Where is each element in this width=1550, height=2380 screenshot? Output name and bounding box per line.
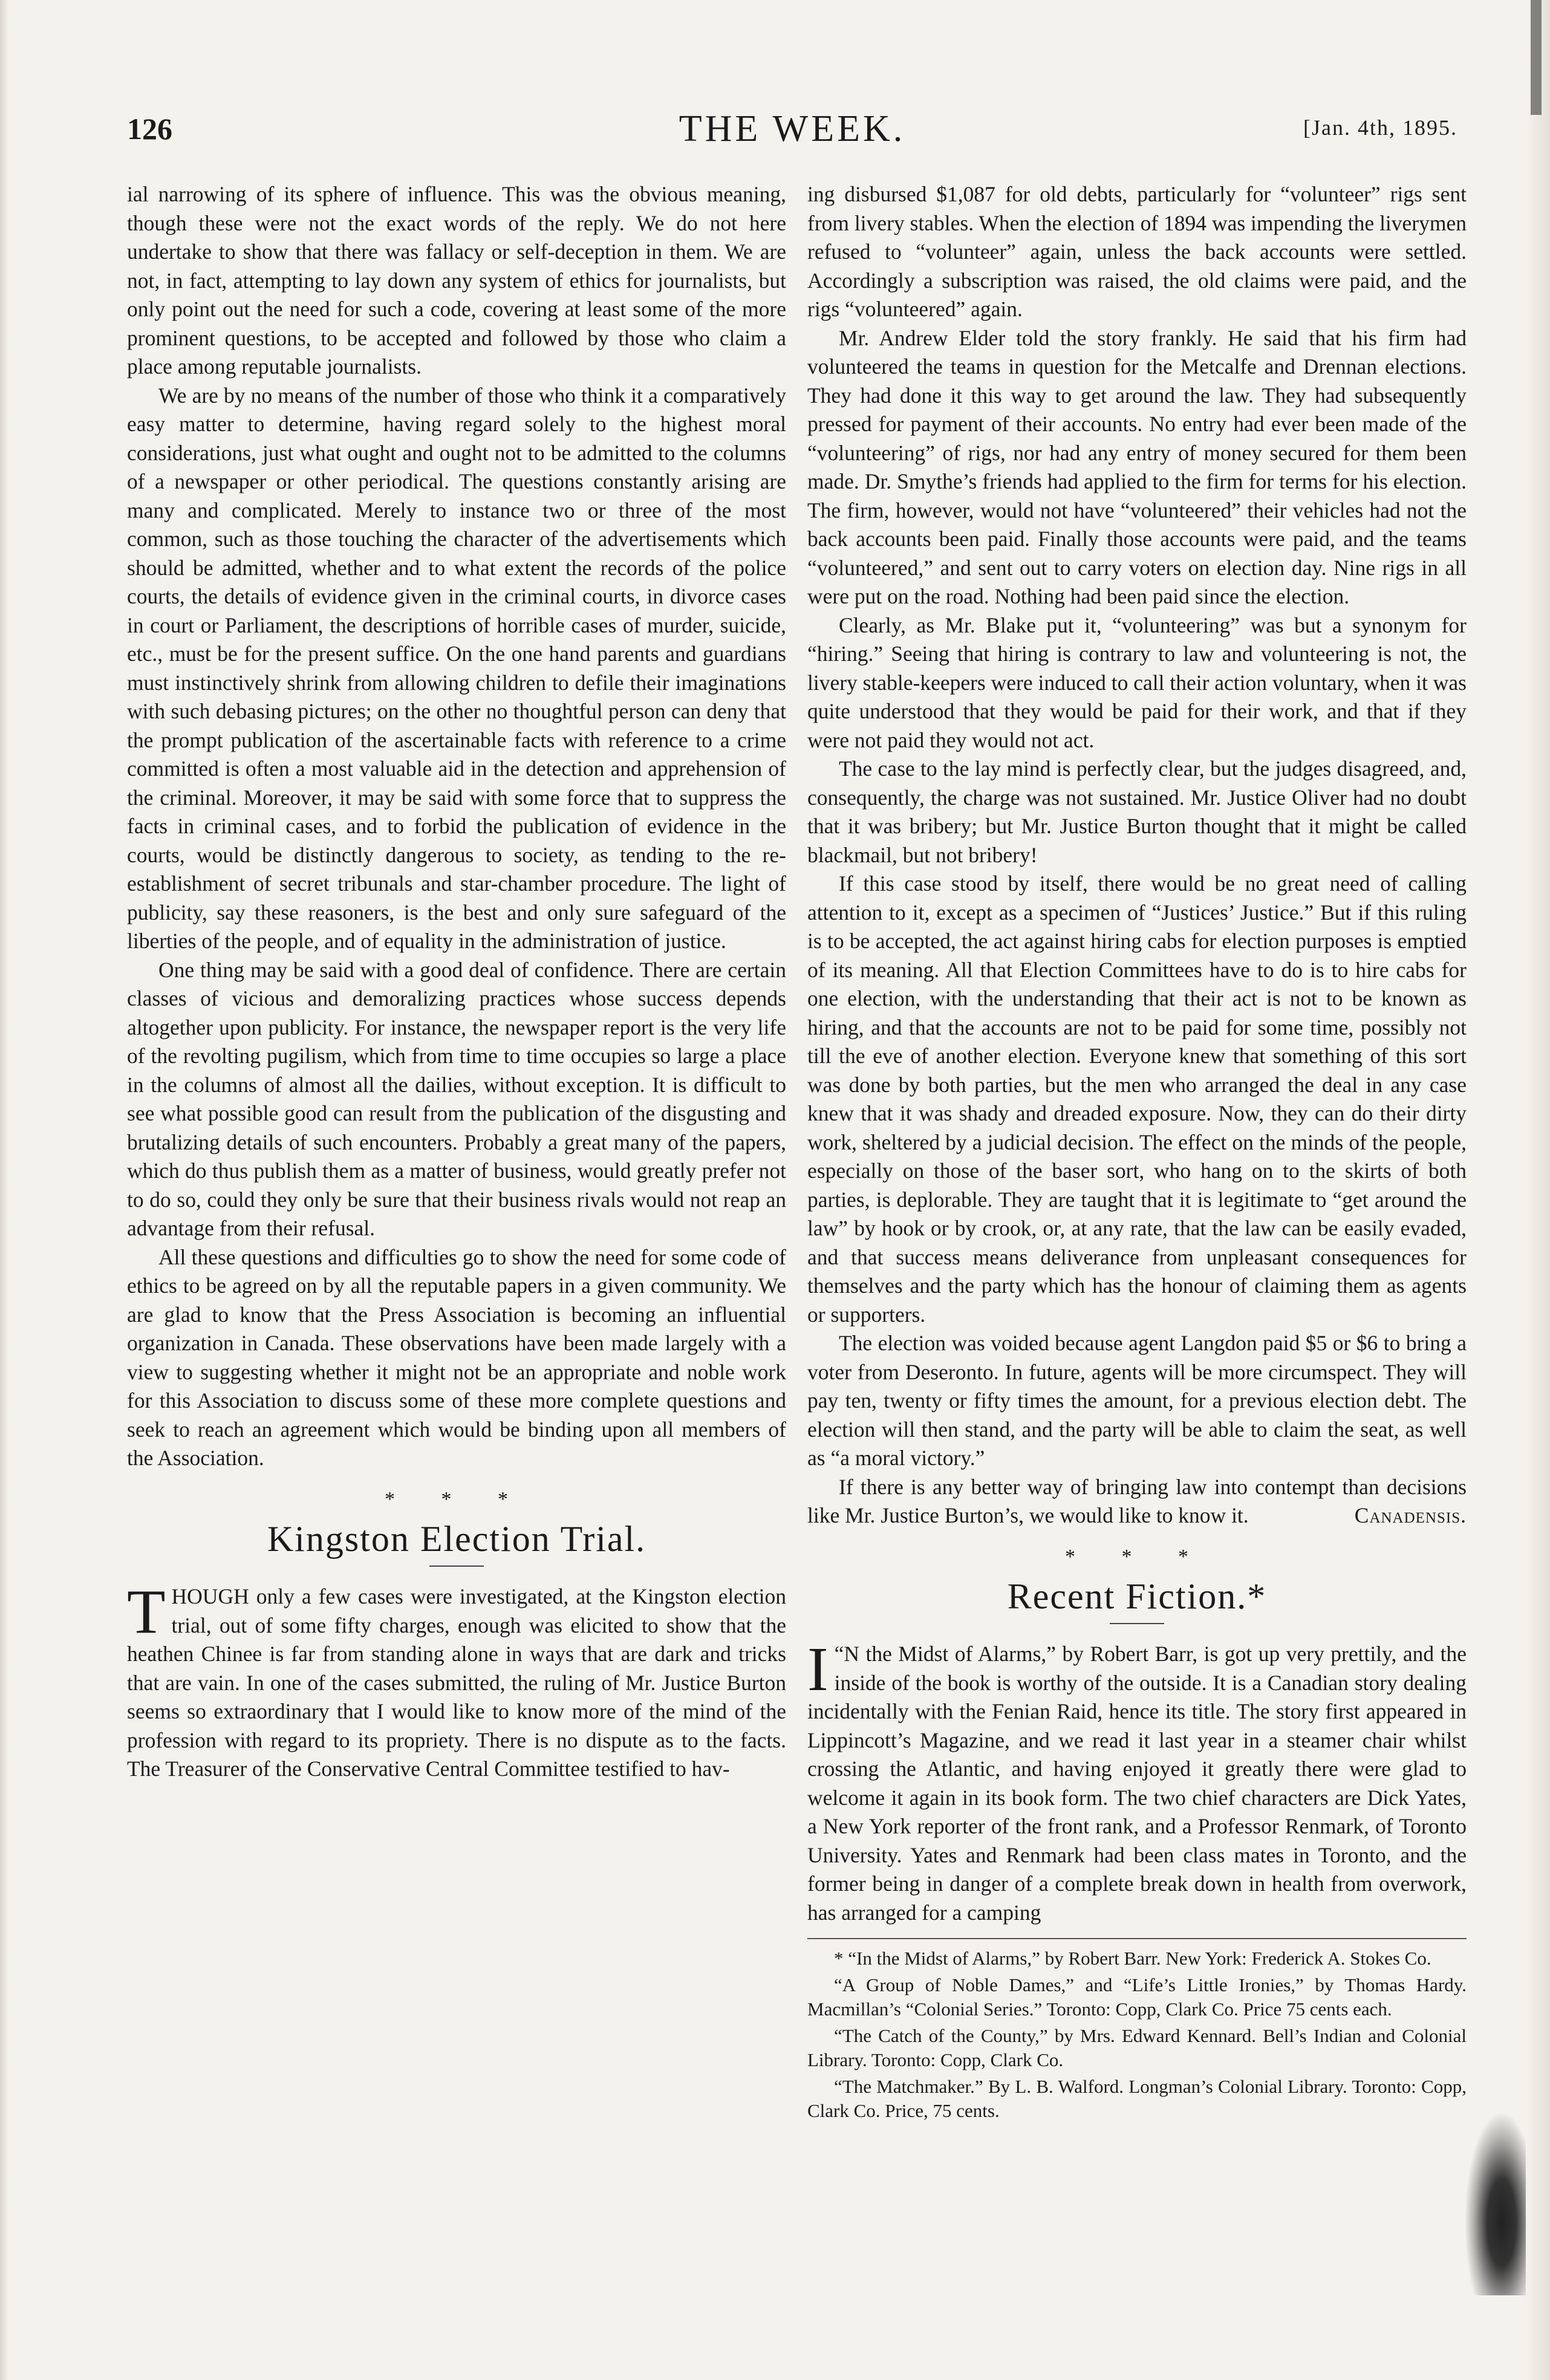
author-signature: Canadensis. [1354, 1503, 1467, 1527]
article-paragraph: The election was voided because agent Langdon paid $5 or $6 to bring a voter from Deseronto. In future, agents will be more circumspect. They will pay ten, twenty or fifty times the amount, for a previous election debt. The election will then stand, and the party will be able to claim the seat, as well as “a moral victory.” [807, 1331, 1467, 1470]
issue-date: [Jan. 4th, 1895. [1303, 115, 1457, 140]
closing-text: If there is any better way of bringing law into contempt than decisions like Mr. Justice Burton’s, we would like to know it. [807, 1474, 1467, 1527]
article-paragraph: ing disbursed $1,087 for old debts, particularly for “volunteer” rigs sent from livery stables. When the election of 1894 was impending the liverymen refused to “volunteer” again, unless the back accounts were settled. Accordingly a subscription was raised, the old claims were paid, and the rigs “volunteered” again. [807, 182, 1467, 321]
closing-paragraph [807, 1473, 1467, 1530]
article-paragraph: If this case stood by itself, there would be no great need of calling attention to it, except as a specimen of “Justices’ Justice.” But if this ruling is to be accepted, the act against hiring cabs for election purposes is emptied of its meaning. All that Election Committees have to do is to hire cabs for one election, with the understanding that their act is not to be known as hiring, and that the accounts are not to be paid for some time, possibly not till the eve of another election. Everyone knew that something of this sort was done by both parties, but the men who arranged the deal in any case knew that it was shady and dreaded exposure. Now, they can do their dirty work, sheltered by a judicial decision. The effect on the minds of the people, especially on those of the baser sort, who hang on to the skirts of both parties, is deplorable. They are taught that it is legitimate to “get around the law” by hook or by crook, or, at any rate, that the law can be easily evaded, and that success means deliverance from unpleasant consequences for themselves and the party which has the honour of claiming them as agents or supporters. [807, 871, 1467, 1327]
footnote-item: “The Catch of the County,” by Mrs. Edward Kennard. Bell’s Indian and Colonial Library. Toronto: Copp, Clark Co. [807, 2025, 1467, 2070]
section-separator: * * * [385, 1487, 529, 1510]
section-title-kingston: Kingston Election Trial. [267, 1519, 646, 1559]
open-quote: “ [834, 1642, 844, 1666]
page-edge-shadow-right [1526, 0, 1550, 2380]
fiction-first-paragraph [807, 1634, 1467, 1927]
dropcap-letter: I [807, 1634, 829, 1704]
article-paragraph: ial narrowing of its sphere of influence. This was the obvious meaning, though these were not the exact words of the reply. We do not here undertake to show that there was fallacy or self-deception in them. We are not, in fact, attempting to lay down any system of ethics for journalists, but only point out the need for such a code, covering at least some of the more prominent questions, to be accepted and followed by those who claim a place among reputable journalists. [127, 182, 786, 379]
publication-title: THE WEEK. [679, 108, 906, 149]
page-number: 126 [127, 112, 172, 146]
article-paragraph: Mr. Andrew Elder told the story frankly. He said that his firm had volunteered the teams in question for the Metcalfe and Drennan elections. They had done it this way to get around the law. They had subsequently pressed for payment of their accounts. No entry had ever been made of the “volunteering” of rigs, nor had any entry of money secured for them been made. Dr. Smythe’s friends had applied to the firm for terms for his election. The firm, however, would not have “volunteered” their vehicles had not the back accounts been paid. Finally those accounts were paid, and the teams “volunteered,” and sent out to carry voters on election day. Nine rigs in all were put on the road. Nothing had been paid since the election. [807, 325, 1467, 608]
kingston-first-paragraph [127, 1577, 786, 1784]
footnotes [807, 1946, 1467, 2123]
left-column [127, 180, 786, 1784]
article-paragraph: One thing may be said with a good deal of confidence. There are certain classes of vicious and demoralizing practices whose success depends altogether upon publicity. For instance, the newspaper report is the very life of the revolting pugilism, which from time to time occupies so large a place in the columns of almost all the dailies, without exception. It is difficult to see what possible good can result from the publication of the disgusting and brutalizing details of such encounters. Probably a great many of the papers, which do thus publish them as a matter of business, would greatly prefer not to do so, could they only be sure that their business rivals would not reap an advantage from their refusal. [127, 957, 786, 1240]
kingston-paragraph-text: HOUGH only a few cases were investigated, at the Kingston election trial, out of some fifty charges, enough was elicited to show that the heathen Chinee is far from standing alone in ways that are dark and tricks that are vain. In one of the cases submitted, the ruling of Mr. Justice Burton seems so extraordinary that I would like to know more of the mind of the profession with regard to its propriety. There is no dispute as to the facts. The Treasurer of the Conservative Central Committee testified to hav- [127, 1584, 786, 1781]
page-edge-shadow-left [0, 0, 8, 2380]
page-header [127, 108, 1457, 156]
ink-blot-bottom-right [1465, 2114, 1526, 2295]
section-separator: * * * [1065, 1545, 1209, 1568]
article-paragraph: The case to the lay mind is perfectly clear, but the judges disagreed, and, consequently, the charge was not sustained. Mr. Justice Oliver had no doubt that it was bribery; but Mr. Justice Burton thought that it might be called blackmail, but not bribery! [807, 756, 1467, 867]
footnote-rule [807, 1938, 1467, 1939]
right-column [807, 180, 1467, 2125]
article-paragraph: Clearly, as Mr. Blake put it, “volunteering” was but a synonym for “hiring.” Seeing that hiring is contrary to law and volunteering is not, the livery stable-keepers were induced to call their action voluntary, when it was quite understood that they would be paid for their work, and that if they were not paid they would not act. [807, 613, 1467, 752]
fiction-paragraph-text: N the Midst of Alarms,” by Robert Barr, is got up very prettily, and the inside of the book is worthy of the outside. It is a Canadian story dealing incidentally with the Fenian Raid, hence its title. The story first appeared in Lippincott’s Magazine, and we read it last year in a steamer chair whilst crossing the Atlantic, and having enjoyed it greatly there were glad to welcome it again in its book form. The two chief characters are Dick Yates, a New York reporter of the front rank, and a Professor Renmark, of Toronto University. Yates and Renmark had been class mates in Toronto, and the former being in danger of a complete break down in health from overwork, has arranged for a camping [807, 1642, 1467, 1925]
article-paragraph: All these questions and difficulties go to show the need for some code of ethics to be agreed on by all the reputable papers in a given community. We are glad to know that the Press Association is becoming an influential organization in Canada. These observations have been made largely with a view to suggesting whether it might not be an appropriate and noble work for this Association to discuss some of these more complete questions and seek to reach an agreement which would be binding upon all members of the Association. [127, 1244, 786, 1470]
dropcap-letter: T [127, 1577, 166, 1647]
section-title-recent-fiction: Recent Fiction.* [1007, 1576, 1267, 1616]
footnote-item: “A Group of Noble Dames,” and “Life’s Little Ironies,” by Thomas Hardy. Macmillan’s “Colonial Series.” Toronto: Copp, Clark Co. Price 75 cents each. [807, 1974, 1467, 2020]
footnote-item: * “In the Midst of Alarms,” by Robert Barr. New York: Frederick A. Stokes Co. [834, 1948, 1431, 1969]
title-rule [1110, 1623, 1164, 1624]
footnote-item: “The Matchmaker.” By L. B. Walford. Longman’s Colonial Library. Toronto: Copp, Clark Co. Price, 75 cents. [807, 2076, 1467, 2121]
ink-mark-top-right [1531, 0, 1542, 115]
article-paragraph: We are by no means of the number of those who think it a comparatively easy matter to determine, having regard solely to the highest moral considerations, just what ought and ought not to be admitted to the columns of a newspaper or other periodical. The questions constantly arising are many and complicated. Merely to instance two or three of the most common, such as those touching the character of the advertisements which should be admitted, whether and to what extent the records of the police courts, the details of evidence given in the criminal courts, in divorce cases in court or Parliament, the descriptions of horrible cases of murder, suicide, etc., must be for the present suffice. On the one hand parents and guardians must instinctively shrink from allowing children to defile their imaginations with such debasing pictures; on the other no thoughtful person can deny that the prompt publication of the ascertainable facts with reference to a crime committed is often a most valuable aid in the detection and apprehension of the criminal. Moreover, it may be said with some force that to suppress the facts in criminal cases, and to forbid the publication of evidence in the courts, would be distinctly dangerous to society, as tending to the re-establishment of secret tribunals and star-chamber procedure. The light of publicity, say these reasoners, is the best and only sure safeguard of the liberties of the people, and of equality in the administration of justice. [127, 383, 786, 953]
title-rule [429, 1566, 484, 1567]
